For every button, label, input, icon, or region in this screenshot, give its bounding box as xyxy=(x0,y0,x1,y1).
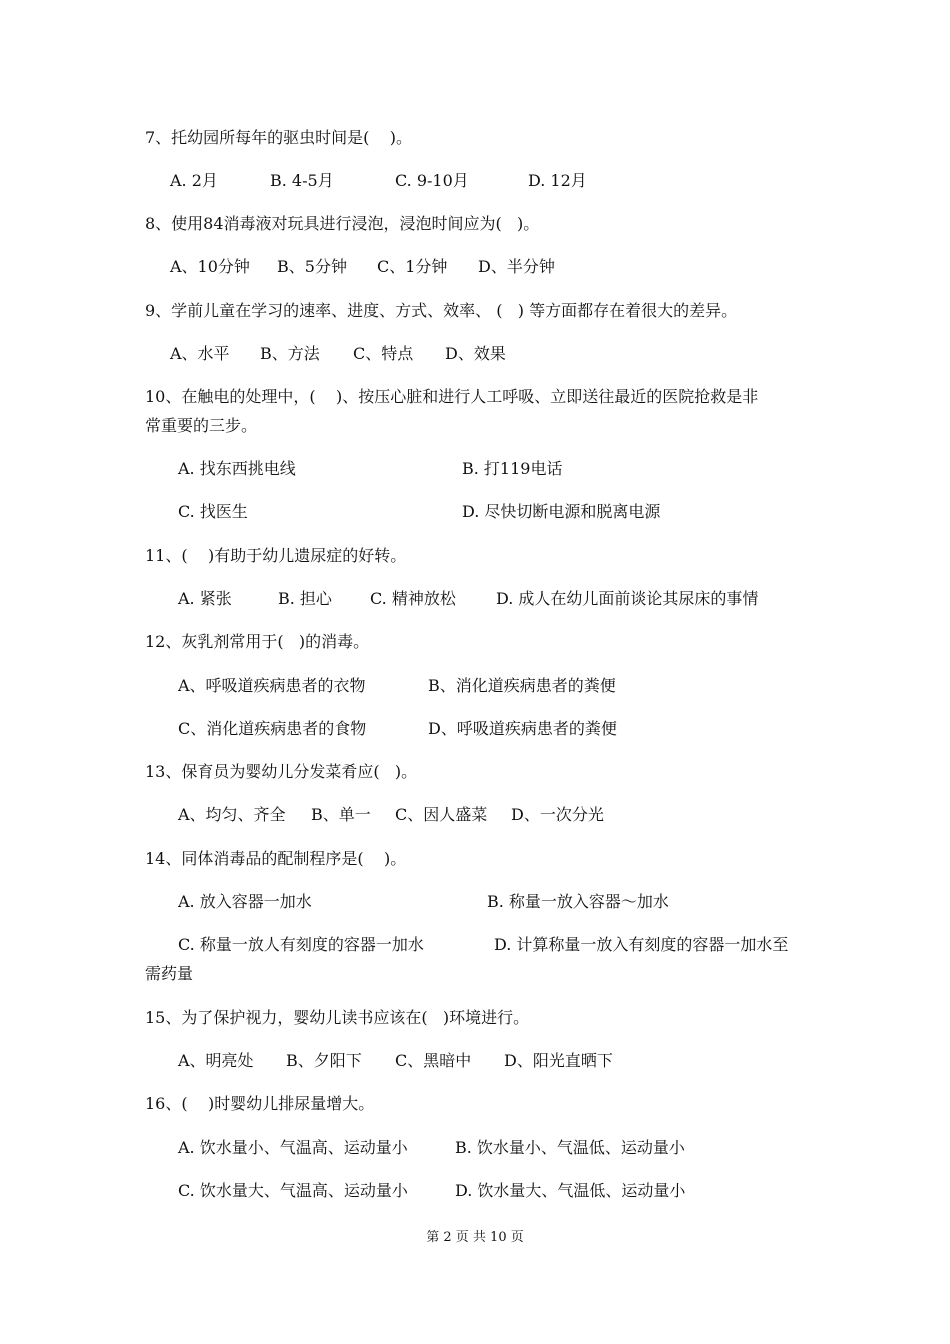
question-10-stem-line-1: 10、在触电的处理中，( )、按压心脏和进行人工呼吸、立即送往最近的医院抢救是非 xyxy=(145,387,759,406)
q10-option-c: C. 找医生 xyxy=(178,502,248,521)
question-10-stem-line-2: 常重要的三步。 xyxy=(145,416,258,435)
q9-option-d: D、效果 xyxy=(445,344,506,363)
q10-option-a: A. 找东西挑电线 xyxy=(178,459,296,478)
question-7-stem: 7、托幼园所每年的驱虫时间是( )。 xyxy=(145,128,413,147)
q14-option-d-continuation: 需药量 xyxy=(145,964,194,983)
q11-option-a: A. 紧张 xyxy=(178,589,232,608)
question-8-stem: 8、使用84消毒液对玩具进行浸泡，浸泡时间应为( )。 xyxy=(145,214,540,233)
q8-option-a: A、10分钟 xyxy=(170,257,250,276)
q12-option-d: D、呼吸道疾病患者的粪便 xyxy=(428,719,617,738)
q14-option-b: B. 称量一放入容器～加水 xyxy=(487,892,669,911)
q16-option-b: B. 饮水量小、气温低、运动量小 xyxy=(455,1138,685,1157)
q16-option-a: A. 饮水量小、气温高、运动量小 xyxy=(178,1138,408,1157)
q9-option-c: C、特点 xyxy=(353,344,414,363)
q10-option-b: B. 打119电话 xyxy=(462,459,563,478)
q11-option-c: C. 精神放松 xyxy=(370,589,456,608)
q13-option-a: A、均匀、齐全 xyxy=(178,805,286,824)
question-13-stem: 13、保育员为婴幼儿分发菜肴应( )。 xyxy=(145,762,418,781)
q16-option-c: C. 饮水量大、气温高、运动量小 xyxy=(178,1181,408,1200)
q16-option-d: D. 饮水量大、气温低、运动量小 xyxy=(455,1181,686,1200)
q8-option-d: D、半分钟 xyxy=(478,257,555,276)
q12-option-c: C、消化道疾病患者的食物 xyxy=(178,719,367,738)
q7-option-c: C. 9-10月 xyxy=(395,171,469,190)
question-14-stem: 14、同体消毒品的配制程序是( )。 xyxy=(145,849,407,868)
q15-option-a: A、明亮处 xyxy=(178,1051,254,1070)
q14-option-a: A. 放入容器一加水 xyxy=(178,892,312,911)
q15-option-c: C、黑暗中 xyxy=(395,1051,472,1070)
q12-option-b: B、消化道疾病患者的粪便 xyxy=(428,676,616,695)
question-9-stem: 9、学前儿童在学习的速率、进度、方式、效率、 ( ) 等方面都存在着很大的差异。 xyxy=(145,301,738,320)
q13-option-b: B、单一 xyxy=(311,805,371,824)
question-12-stem: 12、灰乳剂常用于( )的消毒。 xyxy=(145,632,370,651)
q8-option-c: C、1分钟 xyxy=(377,257,448,276)
q9-option-b: B、方法 xyxy=(260,344,320,363)
q8-option-b: B、5分钟 xyxy=(277,257,347,276)
q15-option-d: D、阳光直晒下 xyxy=(504,1051,613,1070)
q11-option-d: D. 成人在幼儿面前谈论其尿床的事情 xyxy=(496,589,759,608)
q7-option-b: B. 4-5月 xyxy=(270,171,334,190)
question-11-stem: 11、( )有助于幼儿遗尿症的好转。 xyxy=(145,546,407,565)
question-16-stem: 16、( )时婴幼儿排尿量增大。 xyxy=(145,1094,375,1113)
page-footer: 第 2 页 共 10 页 xyxy=(426,1230,524,1245)
q15-option-b: B、夕阳下 xyxy=(286,1051,362,1070)
q12-option-a: A、呼吸道疾病患者的衣物 xyxy=(178,676,366,695)
q7-option-d: D. 12月 xyxy=(528,171,587,190)
q11-option-b: B. 担心 xyxy=(278,589,332,608)
q10-option-d: D. 尽快切断电源和脱离电源 xyxy=(462,502,661,521)
q14-option-d: D. 计算称量一放入有刻度的容器一加水至 xyxy=(494,935,789,954)
q13-option-c: C、因人盛菜 xyxy=(395,805,488,824)
q14-option-c: C. 称量一放人有刻度的容器一加水 xyxy=(178,935,424,954)
q7-option-a: A. 2月 xyxy=(170,171,218,190)
q9-option-a: A、水平 xyxy=(170,344,230,363)
question-15-stem: 15、为了保护视力，婴幼儿读书应该在( )环境进行。 xyxy=(145,1008,530,1027)
q13-option-d: D、一次分光 xyxy=(511,805,604,824)
